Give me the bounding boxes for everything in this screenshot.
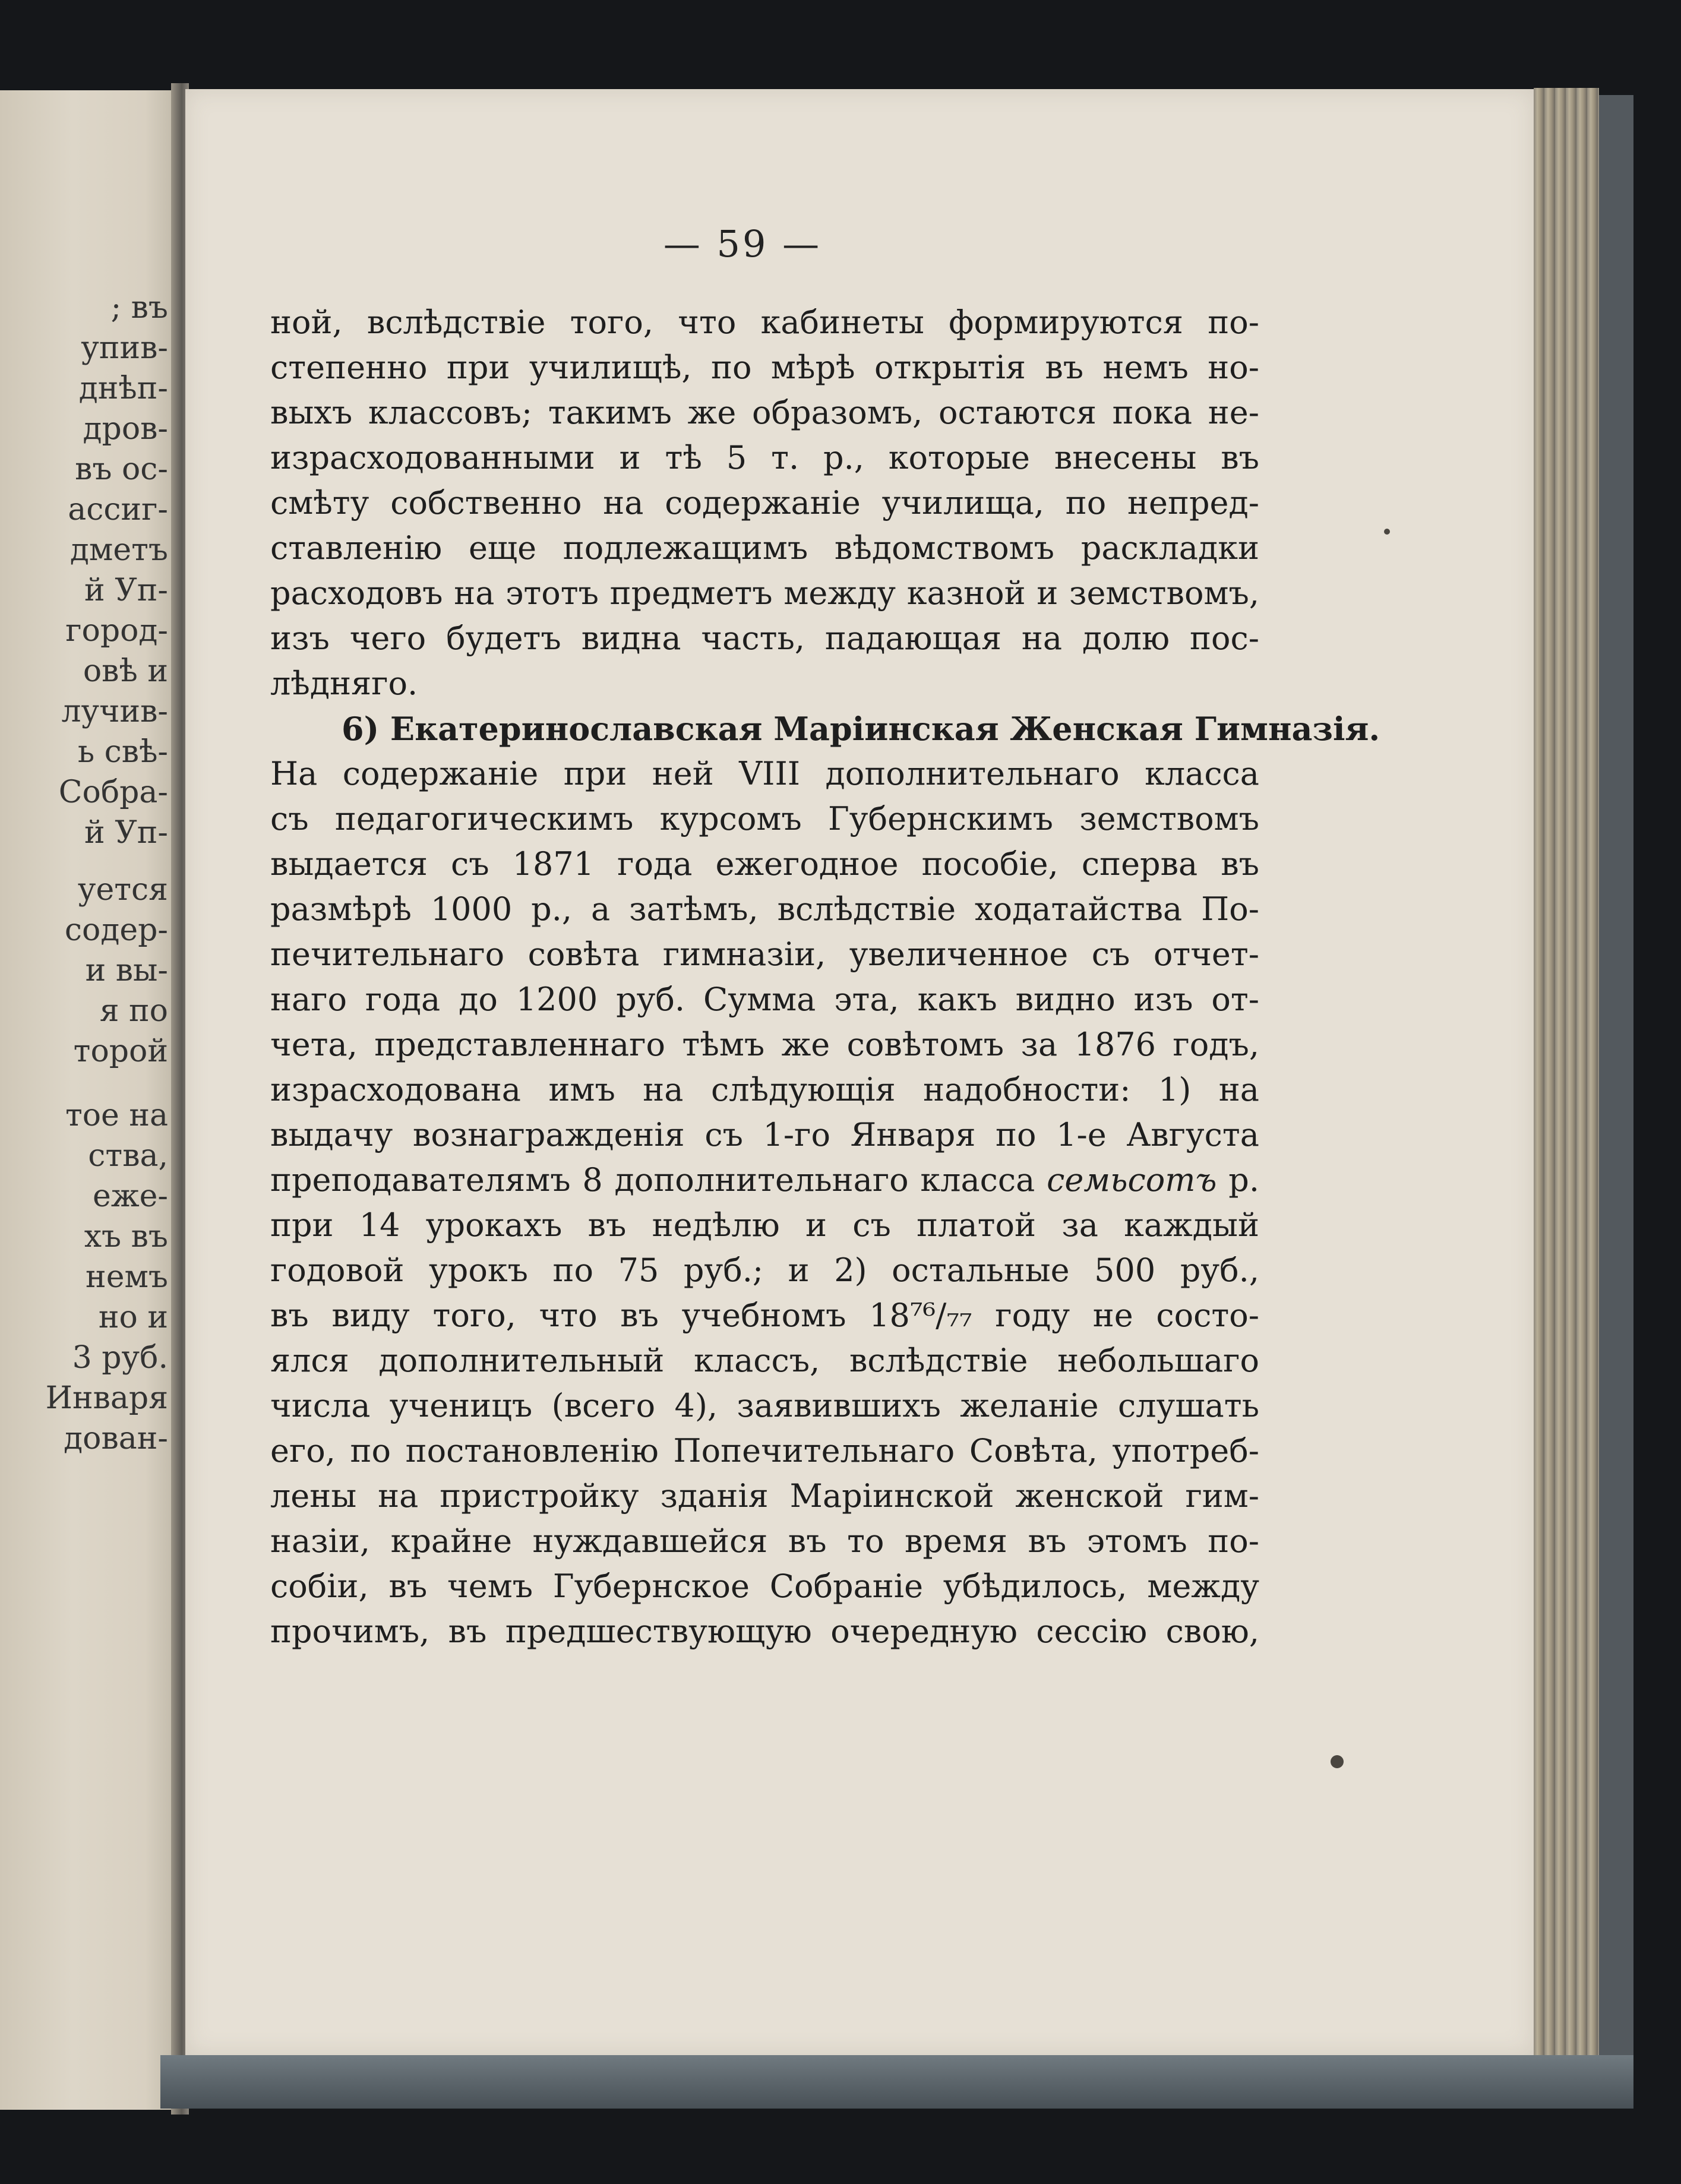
text-line: чета, представленнаго тѣмъ же совѣтомъ за 1876 годъ,	[270, 1026, 1259, 1063]
left-page-fragment: дметъ	[69, 532, 168, 568]
left-page-fragment: торой	[73, 1033, 168, 1069]
left-page-fragment: еже-	[93, 1178, 168, 1214]
text-line: изъ чего будетъ видна часть, падающая на долю пос-	[270, 620, 1259, 657]
text-line: выдачу вознагражденія съ 1-го Января по 1-е Августа	[270, 1116, 1259, 1153]
text-line: израсходованными и тѣ 5 т. р., которые внесены въ	[270, 439, 1259, 476]
left-page-fragment: днѣп-	[78, 371, 168, 406]
paper-speck	[1384, 529, 1390, 535]
text-line: собіи, въ чемъ Губернское Собраніе убѣдилось, между	[270, 1567, 1259, 1605]
text-line: числа ученицъ (всего 4), заявившихъ желаніе слушать	[270, 1387, 1259, 1424]
left-page-fragment: Инваря	[45, 1380, 168, 1416]
page-edges	[1534, 88, 1599, 2066]
left-page-fragment: тое на	[65, 1098, 168, 1133]
left-page-fragment: упив-	[81, 330, 168, 366]
text-line: ялся дополнительный классъ, вслѣдствіе небольшаго	[270, 1342, 1259, 1379]
text-line: выхъ классовъ; такимъ же образомъ, остаются пока не-	[270, 394, 1259, 431]
left-page-fragment: ; въ	[110, 290, 168, 325]
left-page-fragment: но и	[98, 1300, 168, 1335]
text-line: назіи, крайне нуждавшейся въ то время въ этомъ по-	[270, 1522, 1259, 1560]
left-page-fragment: хъ въ	[84, 1219, 168, 1254]
left-page-fragment: овѣ и	[83, 653, 168, 689]
left-page-fragment: дров-	[83, 411, 168, 447]
left-page-fragment: содер-	[64, 912, 168, 948]
text-line: лены на пристройку зданія Маріинской женской гим-	[270, 1477, 1259, 1515]
text-line-mixed	[270, 1158, 1259, 1203]
left-page-fragment: въ ос-	[75, 451, 168, 487]
book-cover-bottom	[160, 2055, 1633, 2109]
text-line: выдается съ 1871 года ежегодное пособіе, сперва въ	[270, 845, 1259, 883]
left-page	[0, 90, 181, 2110]
italic-word: семьсотъ	[1047, 1161, 1217, 1199]
left-page-fragment: город-	[65, 613, 168, 649]
text-line: израсходована имъ на слѣдующія надобности: 1) на	[270, 1071, 1259, 1108]
book-cover-edge	[1599, 95, 1633, 2073]
left-page-fragment: и вы-	[85, 953, 168, 988]
text-line: смѣту собственно на содержаніе училища, по непред-	[270, 484, 1259, 521]
left-page-fragment: немъ	[86, 1259, 168, 1295]
text-segment: р.	[1228, 1161, 1259, 1199]
text-line: годовой урокъ по 75 руб.; и 2) остальные 500 руб.,	[270, 1251, 1259, 1289]
text-line: съ педагогическимъ курсомъ Губернскимъ земствомъ	[270, 800, 1259, 837]
text-line: ной, вслѣдствіе того, что кабинеты формируются по-	[270, 304, 1259, 341]
text-line: лѣдняго.	[270, 665, 418, 702]
text-line: размѣрѣ 1000 р., а затѣмъ, вслѣдствіе ходатайства По-	[270, 890, 1259, 928]
body-text	[270, 300, 1380, 1654]
left-page-fragment: 3 руб.	[72, 1340, 168, 1376]
text-segment: преподавателямъ 8 дополнительнаго класса	[270, 1161, 1035, 1199]
left-page-fragment: я по	[99, 993, 168, 1029]
left-page-fragment: й Уп-	[84, 815, 168, 851]
text-line: ставленію еще подлежащимъ вѣдомствомъ раскладки	[270, 529, 1259, 567]
text-line: при 14 урокахъ въ недѣлю и съ платой за каждый	[270, 1206, 1259, 1244]
left-page-fragment: Собра-	[58, 775, 168, 810]
page-number: — 59 —	[663, 222, 822, 266]
left-page-fragment: ь свѣ-	[77, 734, 168, 770]
left-page-fragment: ассиг-	[68, 492, 168, 527]
left-page-fragment: й Уп-	[84, 573, 168, 608]
text-line: въ виду того, что въ учебномъ 18⁷⁶/₇₇ году не состо-	[270, 1297, 1259, 1334]
left-page-fragment: дован-	[64, 1421, 168, 1456]
text-line: На содержаніе при ней VIII дополнительнаго класса	[270, 755, 1259, 792]
left-page-fragment: лучив-	[61, 694, 168, 729]
left-page-fragment: ства,	[88, 1138, 168, 1174]
paper-speck	[1331, 1755, 1344, 1768]
text-line: наго года до 1200 руб. Сумма эта, какъ видно изъ от-	[270, 981, 1259, 1018]
text-line: прочимъ, въ предшествующую очередную сессію свою,	[270, 1613, 1259, 1650]
text-line: печительнаго совѣта гимназіи, увеличенное съ отчет-	[270, 935, 1259, 973]
text-line: его, по постановленію Попечительнаго Совѣта, употреб-	[270, 1432, 1259, 1469]
section-heading: 6) Екатеринославская Маріинская Женская Гимназія.	[342, 710, 1380, 748]
left-page-fragment: уется	[77, 872, 168, 908]
text-line: расходовъ на этотъ предметъ между казной и земствомъ,	[270, 574, 1259, 612]
text-line: степенно при училищѣ, по мѣрѣ открытія въ немъ но-	[270, 349, 1259, 386]
